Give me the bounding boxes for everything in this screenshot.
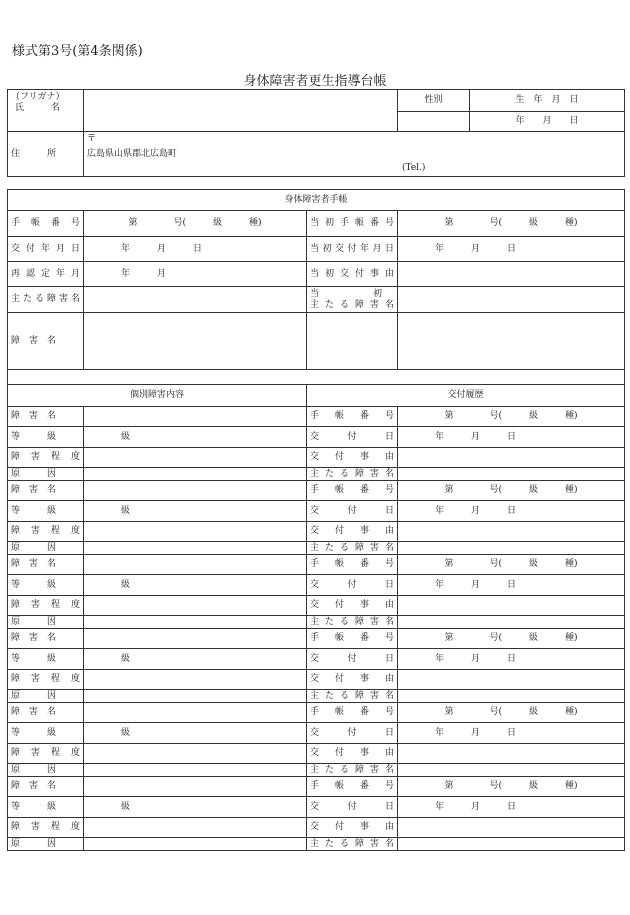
block-3-degree-row bbox=[8, 596, 625, 616]
block-1-cause-row bbox=[8, 468, 625, 481]
name-field[interactable] bbox=[84, 407, 307, 427]
issue-date-label: 交付年月日 bbox=[8, 237, 84, 262]
name-label: 障 害 名 bbox=[8, 629, 84, 649]
grade-field[interactable]: 級 bbox=[84, 797, 307, 818]
block-4-degree-row bbox=[8, 670, 625, 690]
cause-label: 原 因 bbox=[8, 468, 84, 481]
techo-number-label: 手帳番号 bbox=[8, 211, 84, 237]
h-number-label: 手帳番号 bbox=[307, 703, 398, 723]
h-issue-label: 交付日 bbox=[307, 723, 398, 744]
page-title: 身体障害者更生指導台帳 bbox=[243, 74, 387, 89]
first-reason-label: 当初交付事由 bbox=[307, 262, 398, 287]
h-issue-label: 交付日 bbox=[307, 427, 398, 448]
h-reason-field[interactable] bbox=[398, 522, 625, 542]
degree-label: 障害程度 bbox=[8, 818, 84, 838]
techo-number-field[interactable]: 第 号( 級 種) bbox=[84, 211, 307, 237]
h-number-label: 手帳番号 bbox=[307, 407, 398, 427]
first-number-field[interactable]: 第 号( 級 種) bbox=[398, 211, 625, 237]
h-main-field[interactable] bbox=[398, 690, 625, 703]
main-table bbox=[7, 189, 625, 851]
first-reason-field[interactable] bbox=[398, 262, 625, 287]
h-issue-field[interactable]: 年 月 日 bbox=[398, 501, 625, 522]
block-3-cause-row bbox=[8, 616, 625, 629]
block-2-cause-row bbox=[8, 542, 625, 555]
degree-field[interactable] bbox=[84, 818, 307, 838]
grade-field[interactable]: 級 bbox=[84, 649, 307, 670]
cause-label: 原 因 bbox=[8, 838, 84, 851]
h-reason-label: 交付事由 bbox=[307, 448, 398, 468]
grade-label: 等 級 bbox=[8, 797, 84, 818]
dob-field[interactable]: 年 月 日 bbox=[470, 112, 625, 132]
grade-field[interactable]: 級 bbox=[84, 427, 307, 448]
h-reason-label: 交付事由 bbox=[307, 522, 398, 542]
first-issue-date-label: 当初交付年月日 bbox=[307, 237, 398, 262]
issue-date-field[interactable]: 年 月 日 bbox=[84, 237, 307, 262]
h-reason-label: 交付事由 bbox=[307, 744, 398, 764]
h-number-label: 手帳番号 bbox=[307, 481, 398, 501]
grade-label: 等 級 bbox=[8, 723, 84, 744]
cause-label: 原 因 bbox=[8, 616, 84, 629]
h-main-label: 主たる障害名 bbox=[307, 542, 398, 555]
name-field[interactable] bbox=[84, 629, 307, 649]
h-main-label: 主たる障害名 bbox=[307, 616, 398, 629]
tel-label: (Tel.) bbox=[402, 163, 426, 173]
techo-section-title: 身体障害者手帳 bbox=[8, 190, 625, 211]
cause-field[interactable] bbox=[84, 468, 307, 481]
degree-label: 障害程度 bbox=[8, 522, 84, 542]
block-6-cause-row bbox=[8, 838, 625, 851]
cause-label: 原 因 bbox=[8, 764, 84, 777]
degree-label: 障害程度 bbox=[8, 744, 84, 764]
h-reason-label: 交付事由 bbox=[307, 670, 398, 690]
h-issue-label: 交付日 bbox=[307, 649, 398, 670]
h-number-label: 手帳番号 bbox=[307, 555, 398, 575]
h-number-label: 手帳番号 bbox=[307, 777, 398, 797]
grade-label: 等 級 bbox=[8, 575, 84, 596]
name-label: 障 害 名 bbox=[8, 407, 84, 427]
name-label: 障 害 名 bbox=[8, 481, 84, 501]
block-1-grade-row bbox=[8, 427, 625, 448]
name-field[interactable] bbox=[84, 481, 307, 501]
name-field[interactable] bbox=[84, 555, 307, 575]
disability-name-label: 障 害 名 bbox=[8, 313, 84, 370]
h-issue-field[interactable]: 年 月 日 bbox=[398, 797, 625, 818]
grade-field[interactable]: 級 bbox=[84, 575, 307, 596]
recert-label: 再認定年月 bbox=[8, 262, 84, 287]
degree-label: 障害程度 bbox=[8, 670, 84, 690]
h-main-label: 主たる障害名 bbox=[307, 468, 398, 481]
individual-section-title: 個別障害内容 bbox=[8, 385, 307, 407]
h-issue-field[interactable]: 年 月 日 bbox=[398, 575, 625, 596]
h-main-label: 主たる障害名 bbox=[307, 838, 398, 851]
block-3-grade-row bbox=[8, 575, 625, 596]
block-5-name-row bbox=[8, 703, 625, 723]
block-5-grade-row bbox=[8, 723, 625, 744]
grade-field[interactable]: 級 bbox=[84, 501, 307, 522]
block-5-cause-row bbox=[8, 764, 625, 777]
grade-label: 等 級 bbox=[8, 649, 84, 670]
block-6-grade-row bbox=[8, 797, 625, 818]
degree-field[interactable] bbox=[84, 670, 307, 690]
block-4-grade-row bbox=[8, 649, 625, 670]
h-number-field[interactable]: 第 号( 級 種) bbox=[398, 481, 625, 501]
recert-field[interactable]: 年 月 bbox=[84, 262, 307, 287]
name-label: 障 害 名 bbox=[8, 555, 84, 575]
degree-field[interactable] bbox=[84, 744, 307, 764]
address-value: 広島県山県郡北広島町 bbox=[87, 149, 178, 159]
h-main-field[interactable] bbox=[398, 764, 625, 777]
block-6-name-row bbox=[8, 777, 625, 797]
h-main-label: 主たる障害名 bbox=[307, 764, 398, 777]
block-2-grade-row bbox=[8, 501, 625, 522]
first-main-disability-field[interactable] bbox=[398, 287, 625, 313]
block-1-name-row bbox=[8, 407, 625, 427]
h-main-field[interactable] bbox=[398, 542, 625, 555]
h-number-label: 手帳番号 bbox=[307, 629, 398, 649]
name-label: 障 害 名 bbox=[8, 777, 84, 797]
name-field[interactable] bbox=[84, 703, 307, 723]
h-reason-label: 交付事由 bbox=[307, 818, 398, 838]
cause-field[interactable] bbox=[84, 616, 307, 629]
h-issue-label: 交付日 bbox=[307, 575, 398, 596]
degree-field[interactable] bbox=[84, 596, 307, 616]
block-2-degree-row bbox=[8, 522, 625, 542]
grade-label: 等 級 bbox=[8, 501, 84, 522]
address-field[interactable] bbox=[84, 132, 625, 177]
h-number-field[interactable]: 第 号( 級 種) bbox=[398, 703, 625, 723]
h-number-field[interactable]: 第 号( 級 種) bbox=[398, 777, 625, 797]
first-number-label: 当初手帳番号 bbox=[307, 211, 398, 237]
h-reason-field[interactable] bbox=[398, 448, 625, 468]
degree-label: 障害程度 bbox=[8, 596, 84, 616]
name-field[interactable] bbox=[84, 90, 398, 132]
degree-label: 障害程度 bbox=[8, 448, 84, 468]
grade-label: 等 級 bbox=[8, 427, 84, 448]
h-issue-field[interactable]: 年 月 日 bbox=[398, 723, 625, 744]
cause-field[interactable] bbox=[84, 542, 307, 555]
block-3-name-row bbox=[8, 555, 625, 575]
block-5-degree-row bbox=[8, 744, 625, 764]
block-2-name-row bbox=[8, 481, 625, 501]
dob-label: 生 年 月 日 bbox=[470, 90, 625, 112]
cause-field[interactable] bbox=[84, 764, 307, 777]
degree-field[interactable] bbox=[84, 448, 307, 468]
form-number: 様式第3号(第4条関係) bbox=[12, 44, 143, 59]
block-4-cause-row bbox=[8, 690, 625, 703]
gender-label: 性別 bbox=[398, 90, 470, 112]
address-label: 住 所 bbox=[8, 132, 84, 177]
h-reason-field[interactable] bbox=[398, 670, 625, 690]
h-number-field[interactable]: 第 号( 級 種) bbox=[398, 407, 625, 427]
disability-name-blank bbox=[307, 313, 398, 370]
h-reason-field[interactable] bbox=[398, 596, 625, 616]
disability-name-extra[interactable] bbox=[398, 313, 625, 370]
first-main-label-line2: 主たる障害名 bbox=[310, 299, 394, 310]
h-reason-label: 交付事由 bbox=[307, 596, 398, 616]
main-disability-label: 主たる障害名 bbox=[8, 287, 84, 313]
grade-field[interactable]: 級 bbox=[84, 723, 307, 744]
name-label: 氏 名 bbox=[15, 103, 61, 113]
first-issue-date-field[interactable]: 年 月 日 bbox=[398, 237, 625, 262]
disability-name-field[interactable] bbox=[84, 313, 307, 370]
h-issue-field[interactable]: 年 月 日 bbox=[398, 649, 625, 670]
block-4-name-row bbox=[8, 629, 625, 649]
first-main-label-line1: 当 初 bbox=[310, 288, 383, 299]
h-reason-field[interactable] bbox=[398, 744, 625, 764]
name-label-cell bbox=[8, 90, 84, 132]
h-main-field[interactable] bbox=[398, 616, 625, 629]
h-number-field[interactable]: 第 号( 級 種) bbox=[398, 629, 625, 649]
block-6-degree-row bbox=[8, 818, 625, 838]
h-number-field[interactable]: 第 号( 級 種) bbox=[398, 555, 625, 575]
spacer-row bbox=[8, 370, 625, 385]
furigana-label: （フリガナ） bbox=[11, 92, 65, 102]
cause-label: 原 因 bbox=[8, 690, 84, 703]
h-main-field[interactable] bbox=[398, 468, 625, 481]
h-main-field[interactable] bbox=[398, 838, 625, 851]
cause-field[interactable] bbox=[84, 690, 307, 703]
name-label: 障 害 名 bbox=[8, 703, 84, 723]
main-disability-field[interactable] bbox=[84, 287, 307, 313]
h-main-label: 主たる障害名 bbox=[307, 690, 398, 703]
disability-blocks bbox=[8, 407, 625, 851]
gender-field[interactable] bbox=[398, 112, 470, 132]
history-section-title: 交付履歴 bbox=[307, 385, 625, 407]
header-table bbox=[7, 89, 625, 177]
block-1-degree-row bbox=[8, 448, 625, 468]
cause-field[interactable] bbox=[84, 838, 307, 851]
cause-label: 原 因 bbox=[8, 542, 84, 555]
h-issue-label: 交付日 bbox=[307, 797, 398, 818]
h-issue-label: 交付日 bbox=[307, 501, 398, 522]
h-reason-field[interactable] bbox=[398, 818, 625, 838]
first-main-disability-label-cell bbox=[307, 287, 398, 313]
name-field[interactable] bbox=[84, 777, 307, 797]
postal-mark: 〒 bbox=[87, 134, 97, 144]
degree-field[interactable] bbox=[84, 522, 307, 542]
h-issue-field[interactable]: 年 月 日 bbox=[398, 427, 625, 448]
